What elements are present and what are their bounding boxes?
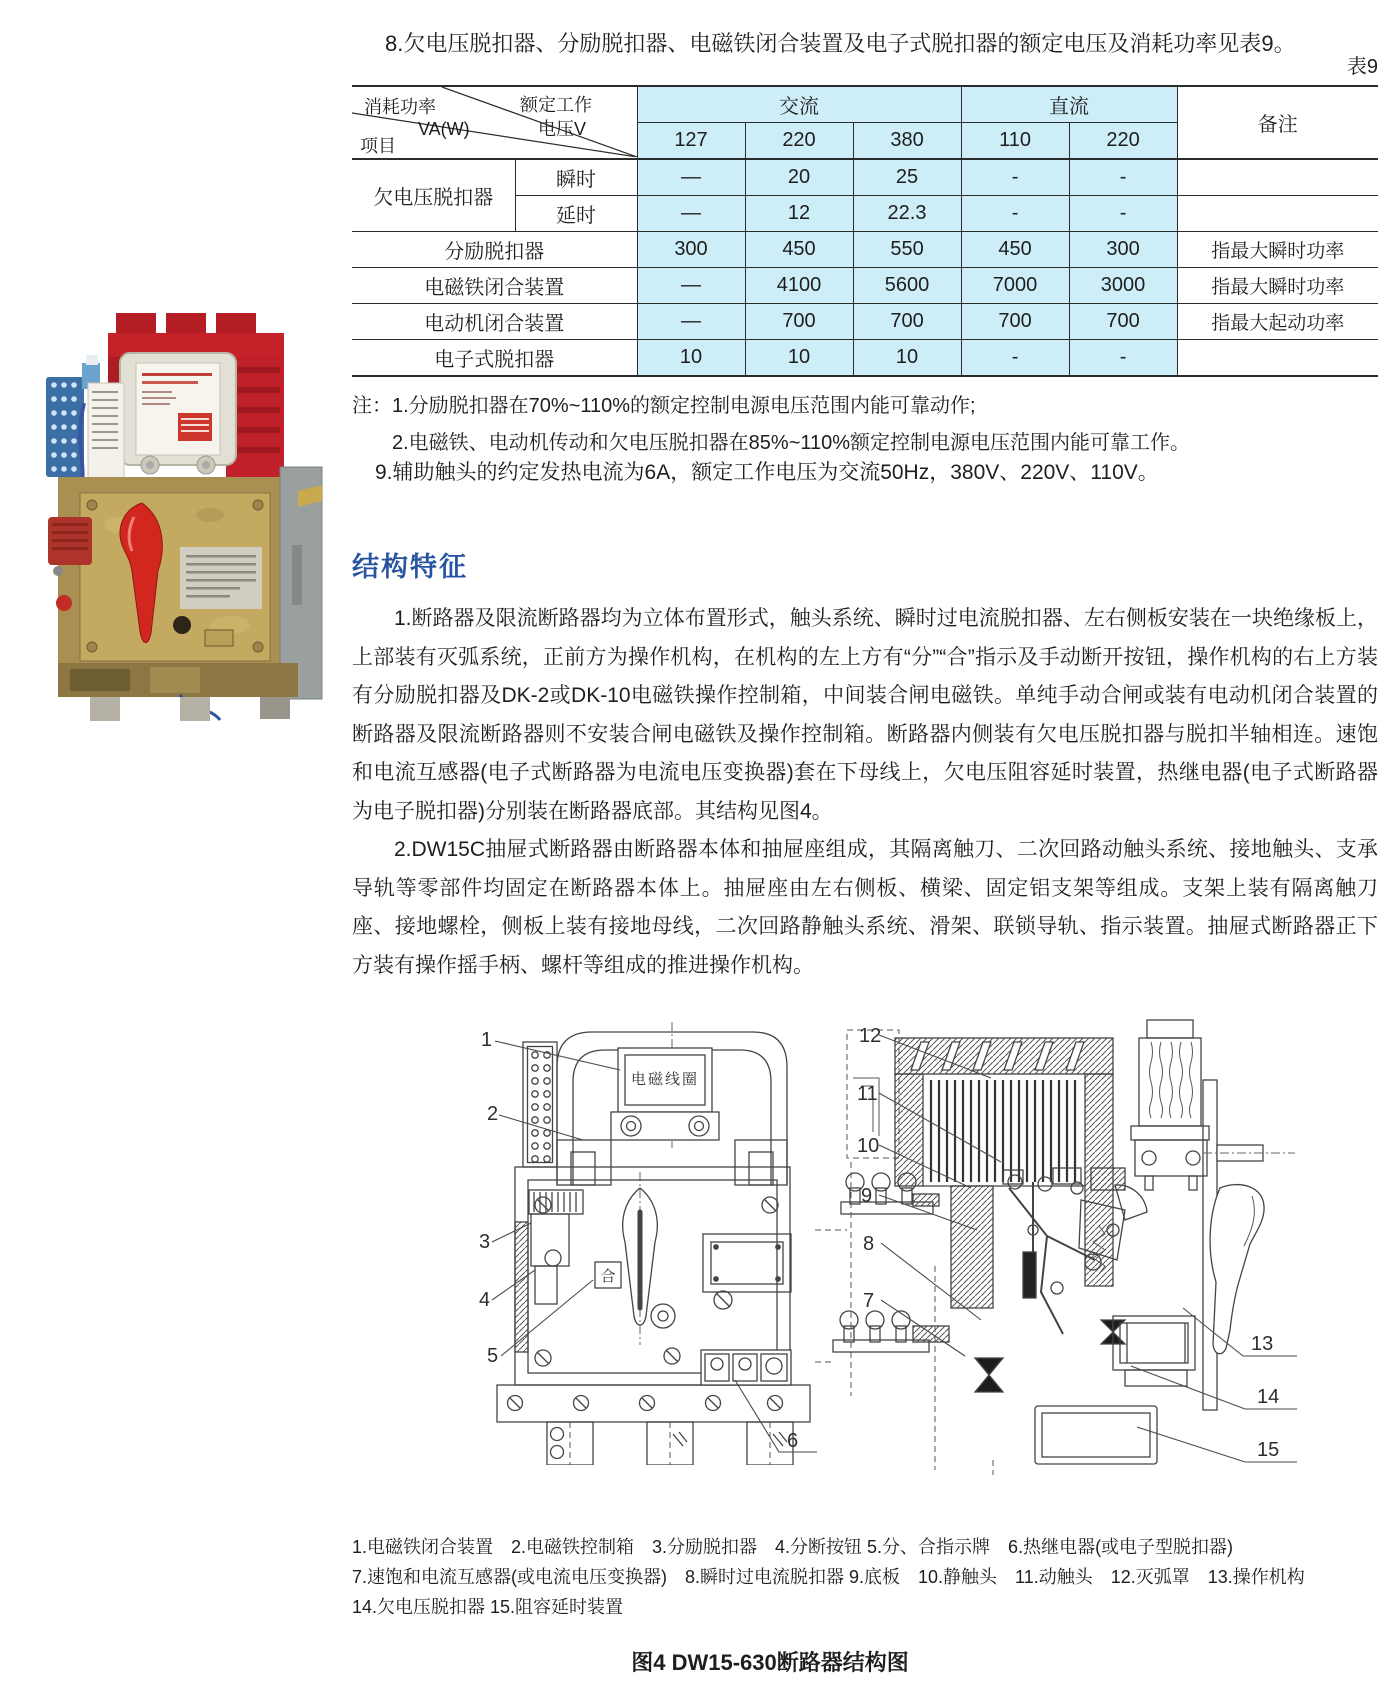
cell-value: 300 [1069,232,1177,268]
cell-value: — [637,196,745,232]
coil-frame-and-label [120,353,236,474]
cell-value: 10 [745,340,853,377]
cell-remark: 指最大起动功率 [1177,304,1378,340]
table-row [352,304,1378,340]
table-row [352,159,1378,196]
item-9-paragraph: 9.辅助触头的约定发热电流为6A，额定工作电压为交流50Hz，380V、220V、110V。 [375,461,1159,484]
cell-value: 3000 [1069,268,1177,304]
cell-value: - [1069,159,1177,196]
linkage-mechanism [1003,1168,1147,1334]
breaker-body-gold [56,477,298,663]
header-voltage: 380 [853,123,961,160]
table-number-tag: 表9 [1346,56,1378,78]
corner-label-voltage-1: 额定工作 [520,95,592,115]
row-label: 电子式脱扣器 [352,340,637,377]
svg-text:合: 合 [600,1268,616,1285]
table-notes [352,388,1190,462]
cell-value: — [637,304,745,340]
header-remark: 备注 [1177,86,1378,159]
svg-text:5: 5 [487,1345,499,1367]
legend-line-3: 14.欠电压脱扣器 15.阻容延时装置 [352,1597,624,1617]
cell-value: — [637,268,745,304]
figure-caption: 图4 DW15-630断路器结构图 [631,1650,909,1675]
cell-value: - [1069,196,1177,232]
cell-value: 550 [853,232,961,268]
header-dc: 直流 [961,86,1177,123]
cell-value: 10 [853,340,961,377]
row-sublabel: 延时 [515,196,637,232]
figure-legend [352,1532,1387,1622]
table-header-row-groups [352,86,1378,123]
cell-remark: 指最大瞬时功率 [1177,232,1378,268]
paragraph-2: 2.DW15C抽屉式断路器由断路器本体和抽屉座组成，其隔离触刀、二次回路动触头系统、接地触头、支承导轨等零部件均固定在断路器本体上。抽屉座由左右侧板、横梁、固定铝支架等组成。支架上装有隔离触刀座、接地螺栓，侧板上装有接地母线，二次回路静触头系统、滑架、联锁导轨、指示装置。抽屉式断路器正下方装有操作摇手柄、螺杆等组成的推进操作机构。 [352,838,1378,977]
cell-remark: 指最大瞬时功率 [1177,268,1378,304]
cell-remark [1177,196,1378,232]
table-corner-cell [352,86,637,159]
row-label: 分励脱扣器 [352,232,637,268]
cell-remark [1177,340,1378,377]
note-line-2: 2.电磁铁、电动机传动和欠电压脱扣器在85%~110%额定控制电源电压范围内能可靠工作。 [392,432,1191,454]
panel-screws [535,1197,778,1366]
legend-line-1: 1.电磁铁闭合装置 2.电磁铁控制箱 3.分励脱扣器 4.分断按钮 5.分、合指示牌 6.热继电器(或电子型脱扣器) [352,1537,1234,1557]
svg-text:6: 6 [787,1430,799,1452]
cell-value: - [961,340,1069,377]
cell-value: 5600 [853,268,961,304]
cell-value: 7000 [961,268,1069,304]
svg-text:13: 13 [1251,1333,1274,1355]
svg-text:12: 12 [859,1025,882,1047]
cell-value: 25 [853,159,961,196]
cell-value: 300 [637,232,745,268]
corner-label-item: 项目 [360,136,396,156]
cell-value: 22.3 [853,196,961,232]
front-view-diagram [435,1020,830,1465]
cell-value: 700 [961,304,1069,340]
rc-delay-box [1035,1406,1157,1464]
svg-text:2: 2 [487,1103,499,1125]
header-voltage: 220 [745,123,853,160]
corner-label-power: 消耗功率 [364,97,436,117]
cell-value: 4100 [745,268,853,304]
section-title: 结构特征 [352,552,468,582]
cross-section-diagram [795,930,1300,1475]
table-row [352,268,1378,304]
header-ac: 交流 [637,86,961,123]
intro-paragraph: 8.欠电压脱扣器、分励脱扣器、电磁铁闭合装置及电子式脱扣器的额定电压及消耗功率见表9。 [385,31,1296,56]
cell-value: 20 [745,159,853,196]
corner-label-unit: VA(W) [418,119,470,139]
cell-value: 450 [745,232,853,268]
table-row [352,340,1378,377]
svg-text:11: 11 [857,1083,878,1105]
svg-text:1: 1 [481,1029,493,1051]
cell-value: 700 [745,304,853,340]
svg-text:14: 14 [1257,1386,1280,1408]
coil-label: 电磁线圈 [630,1071,700,1088]
svg-text:4: 4 [479,1289,491,1311]
breaker-base [58,663,298,721]
row-label: 欠电压脱扣器 [352,159,515,232]
closing-coil-block [1113,1316,1195,1386]
header-voltage: 127 [637,123,745,160]
breaker-product-photo [30,295,330,725]
cell-value: — [637,159,745,196]
svg-text:7: 7 [863,1290,875,1312]
row-label: 电磁铁闭合装置 [352,268,637,304]
table-row [352,232,1378,268]
release-coil-cylinder [1131,1020,1209,1190]
close-indicator [595,1262,621,1288]
svg-text:9: 9 [861,1185,873,1207]
legend-line-2: 7.速饱和电流互感器(或电流电压变换器) 8.瞬时过电流脱扣器 9.底板 10.静触头 11.动触头 12.灭弧罩 13.操作机构 [352,1567,1305,1587]
cell-value: 700 [853,304,961,340]
power-consumption-table [352,85,1378,377]
cell-value: 10 [637,340,745,377]
cell-value: 12 [745,196,853,232]
svg-text:15: 15 [1257,1439,1280,1461]
cell-remark [1177,159,1378,196]
cell-value: 450 [961,232,1069,268]
cell-value: - [961,196,1069,232]
row-label: 电动机闭合装置 [352,304,637,340]
cell-value: - [1069,340,1177,377]
cell-value: 700 [1069,304,1177,340]
svg-text:10: 10 [857,1135,880,1157]
base-and-lower-terminals [497,1350,810,1465]
row-sublabel: 瞬时 [515,159,637,196]
header-voltage: 110 [961,123,1069,160]
closing-electromagnet [557,1032,787,1185]
header-voltage: 220 [1069,123,1177,160]
svg-text:3: 3 [479,1231,491,1253]
notes-prefix: 注： [352,395,392,417]
note-line-1: 1.分励脱扣器在70%~110%的额定控制电源电压范围内能可靠动作; [392,395,976,417]
paragraph-1: 1.断路器及限流断路器均为立体布置形式，触头系统、瞬时过电流脱扣器、左右侧板安装在一块绝缘板上，上部装有灭弧系统，正前方为操作机构，在机构的左上方有“分”“合”指示及手动断开按钮，操作机构的右上方装有分励脱扣器及DK-2或DK-10电磁铁操作控制箱，中间装合闸电磁铁。单纯手动合闸或装有电动机闭合装置的断路器及限流断路器则不安装合闸电磁铁及操作控制箱。断路器内侧装有欠电压脱扣器与脱扣半轴相连。速饱和电流互感器(电子式断路器为电流电压变换器)套在下母线上，欠电压阻容延时装置，热继电器(电子式断路器为电子脱扣器)分别装在断路器底部。其结构见图4。 [352,607,1378,823]
body-paragraphs [352,600,1378,985]
secondary-terminal-strip [523,1042,557,1167]
cell-value: - [961,159,1069,196]
operating-mechanism [1203,1080,1295,1410]
svg-text:8: 8 [863,1233,875,1255]
corner-label-voltage-2: 电压V [538,119,587,139]
